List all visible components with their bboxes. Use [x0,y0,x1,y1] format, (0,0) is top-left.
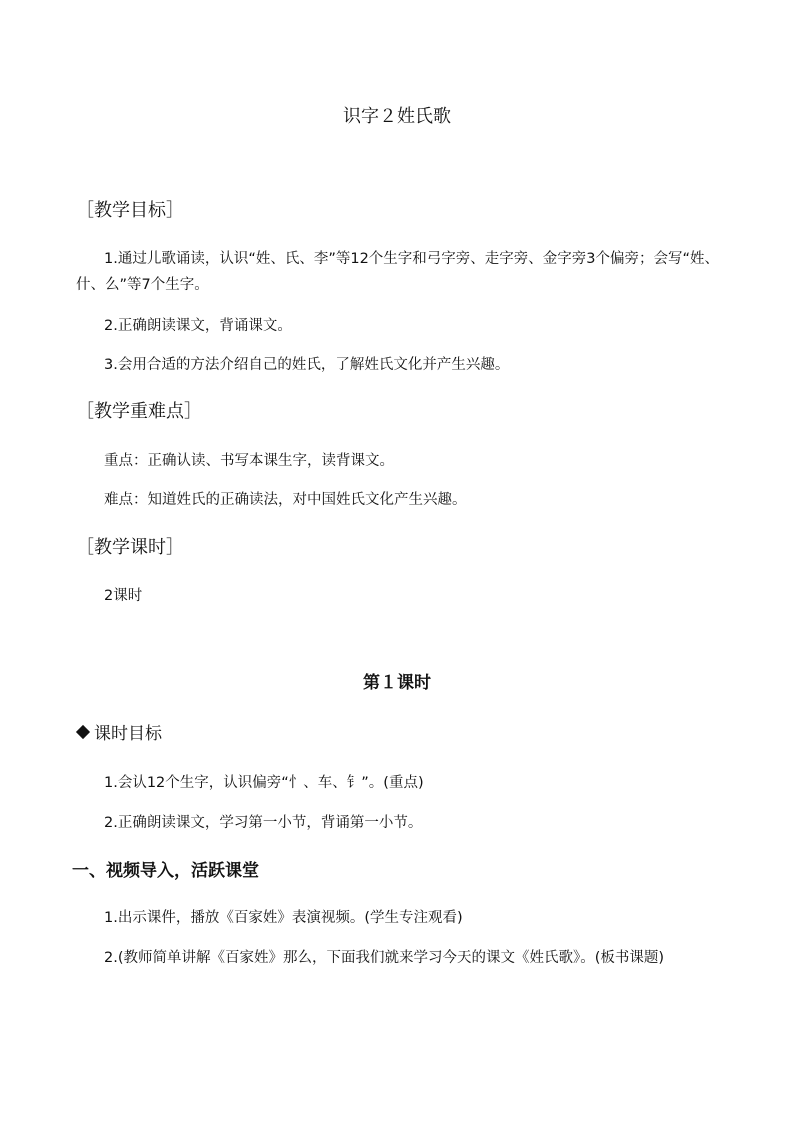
lesson1-objectives-heading [76,721,162,747]
objective-item-2: 2.正确朗读课文，学习第一小节，背诵第一小节。 [104,815,423,831]
part1-item-2: 2.(教师简单讲解《百家姓》那么，下面我们就来学习今天的课文《姓氏歌》。(板书课题) [104,950,665,966]
goal-item-2: 2.正确朗读课文，背诵课文。 [104,318,292,334]
diamond-bullet-icon [76,725,90,739]
part1-item-1: 1.出示课件，播放《百家姓》表演视频。(学生专注观看) [104,910,463,926]
section-heading-goals: ［教学目标］ [76,200,184,221]
objective-item-1: 1.会认12个生字，认识偏旁“⺖、⻋、钅”。(重点) [104,775,424,791]
key-point-item-2: 难点：知道姓氏的正确读法，对中国姓氏文化产生兴趣。 [104,492,467,508]
section-heading-hours: ［教学课时］ [76,537,184,558]
objectives-heading-text: 课时目标 [94,724,162,744]
part1-heading: 一、视频导入，活跃课堂 [72,861,259,881]
hours-item: 2课时 [104,588,143,604]
lesson1-title: 第１课时 [363,673,431,693]
key-point-item-1: 重点：正确认读、书写本课生字，读背课文。 [104,453,394,469]
section-heading-key-points: ［教学重难点］ [76,401,202,422]
goal-item-3: 3.会用合适的方法介绍自己的姓氏，了解姓氏文化并产生兴趣。 [104,357,510,373]
document-title: 识字２姓氏歌 [343,106,451,127]
goal-item-1: 1.通过儿歌诵读，认识“姓、氏、李”等12个生字和弓字旁、走字旁、金字旁3个偏旁；会写“姓、什、么”等7个生字。 [76,251,720,293]
